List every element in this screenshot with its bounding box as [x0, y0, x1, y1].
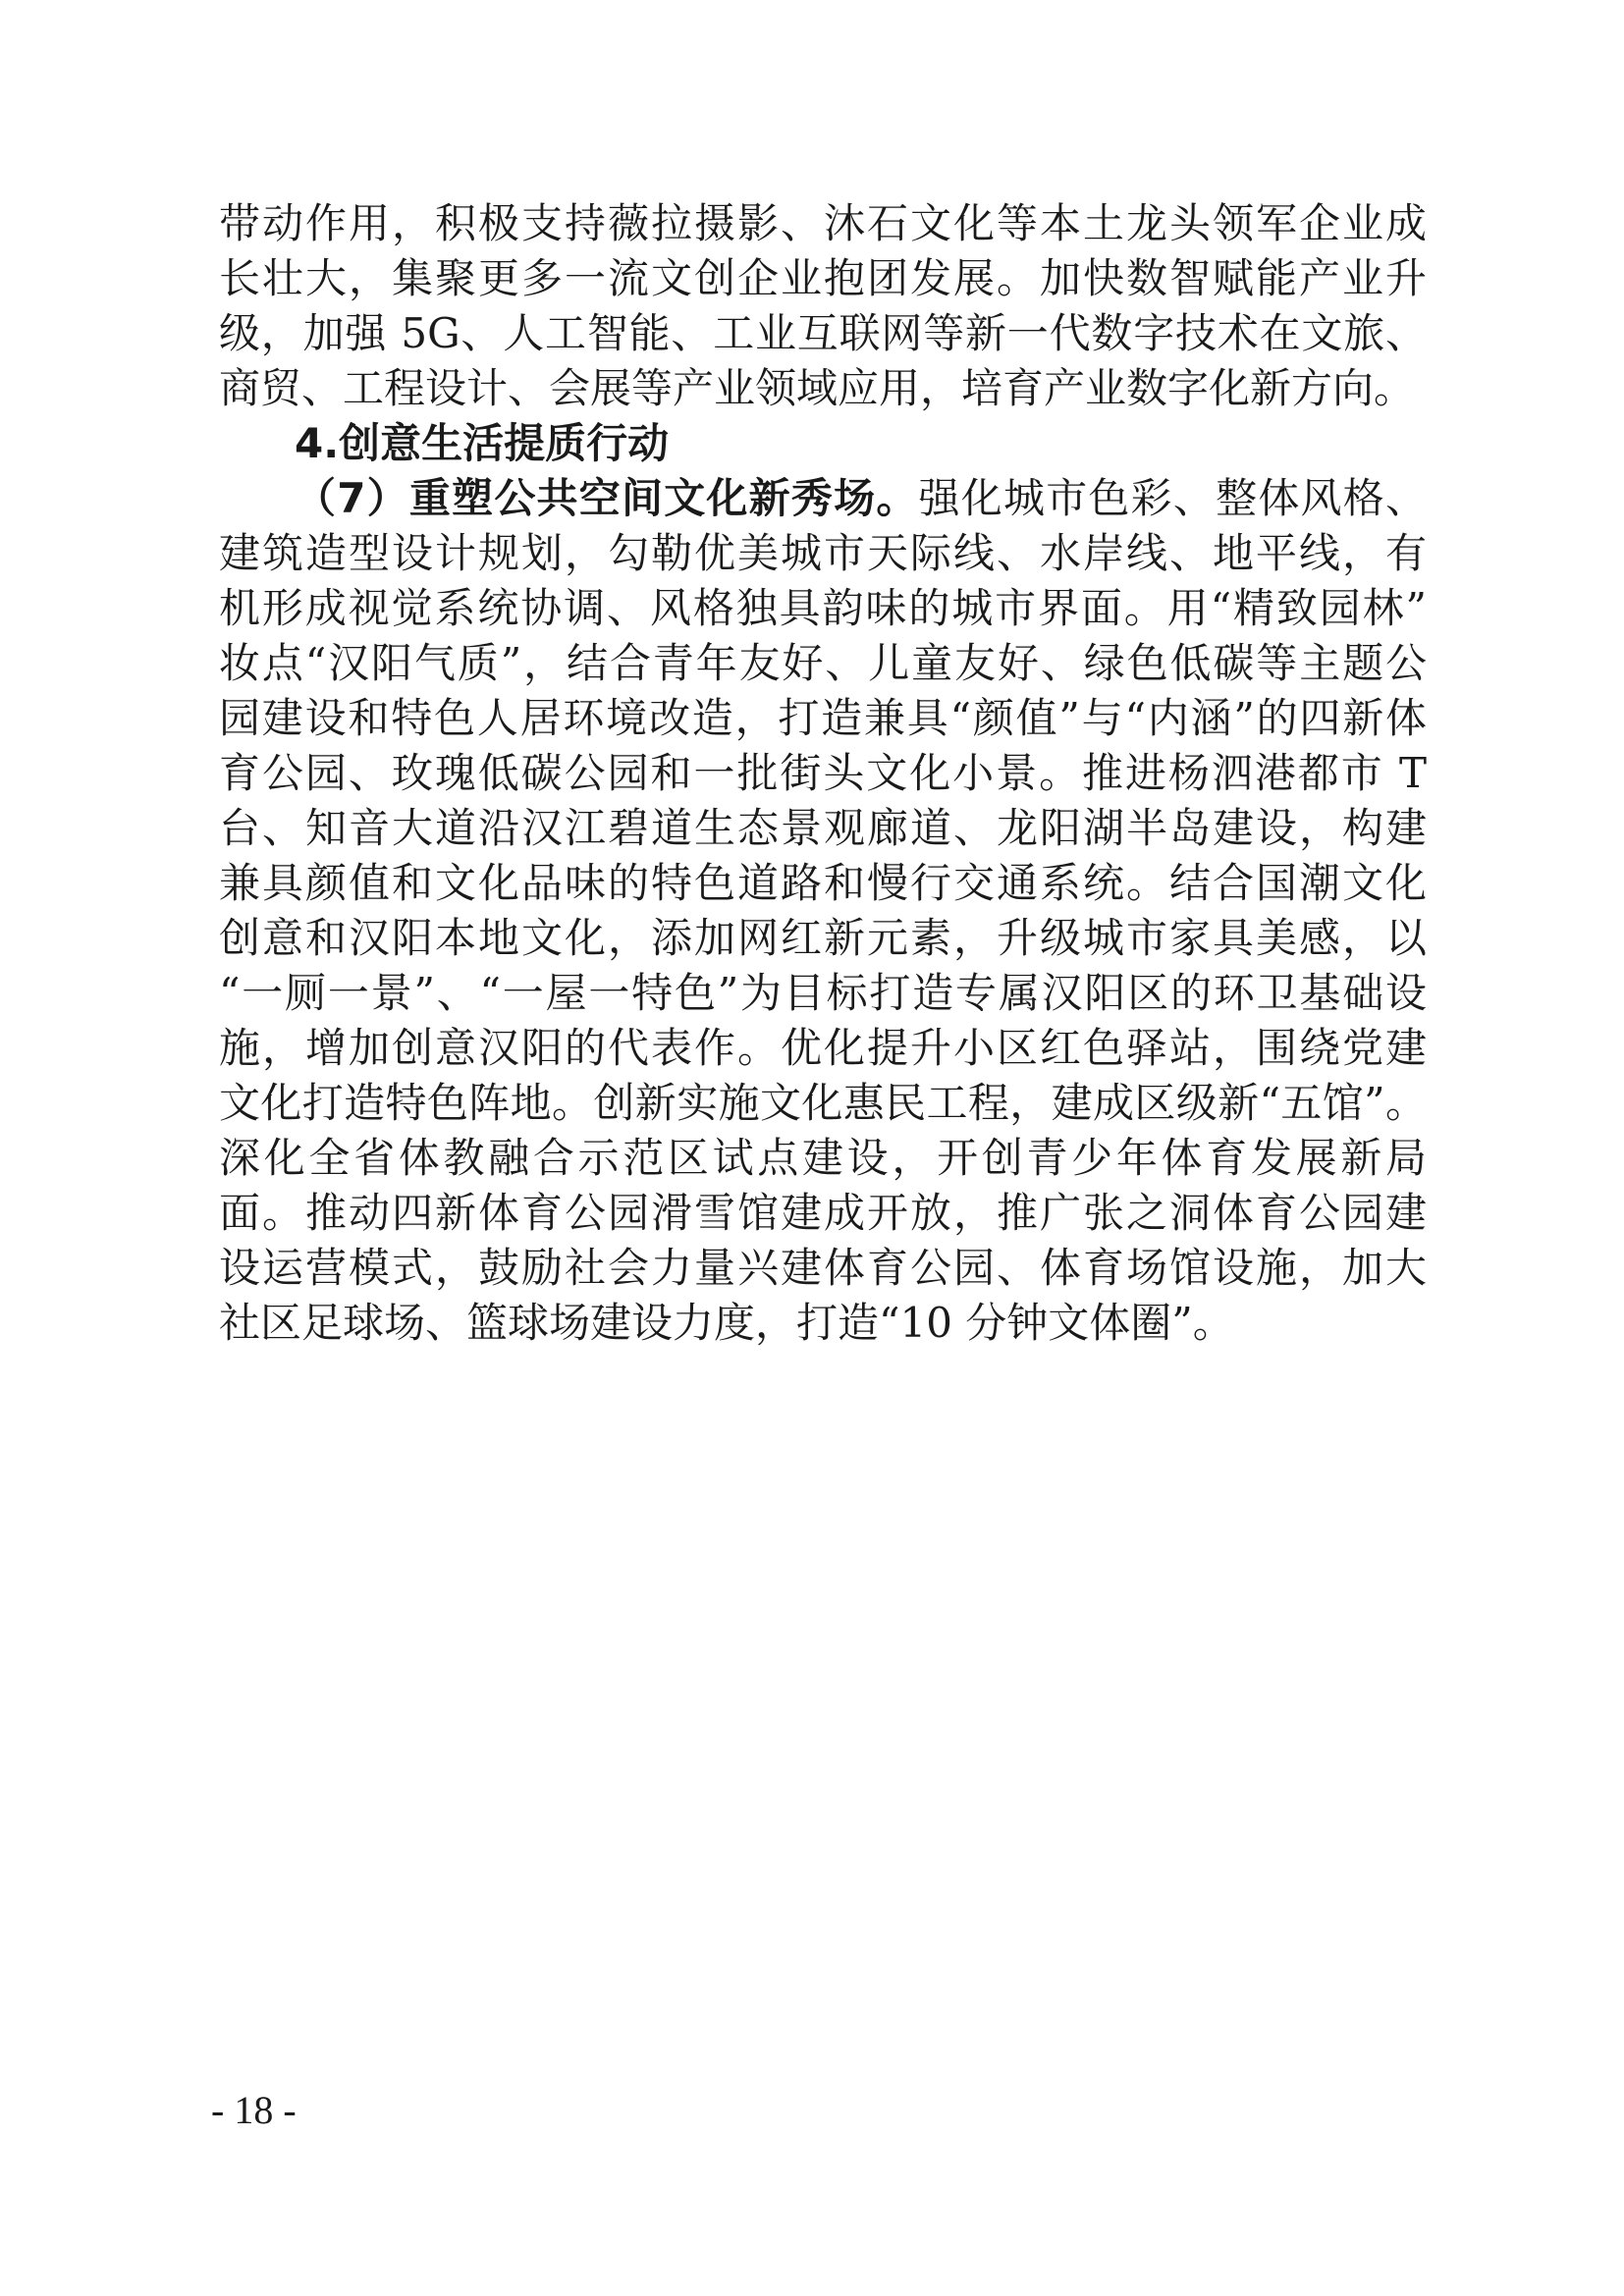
paragraph-line: 设运营模式，鼓励社会力量兴建体育公园、体育场馆设施，加大 — [219, 1244, 1427, 1292]
paragraph-line: 创意和汉阳本地文化，添加网红新元素，升级城市家具美感，以 — [219, 914, 1427, 962]
paragraph-line: “一厕一景”、“一屋一特色”为目标打造专属汉阳区的环卫基础设 — [219, 969, 1427, 1017]
paragraph-line: 建筑造型设计规划，勾勒优美城市天际线、水岸线、地平线，有 — [219, 529, 1427, 577]
subsection-title: （7）重塑公共空间文化新秀场。 — [295, 474, 919, 522]
page-number: - 18 - — [211, 2088, 297, 2132]
paragraph-line: 社区足球场、篮球场建设力度，打造“10 分钟文体圈”。 — [219, 1299, 1234, 1347]
section-heading: 4.创意生活提质行动 — [295, 419, 670, 467]
paragraph-line: 施，增加创意汉阳的代表作。优化提升小区红色驿站，围绕党建 — [219, 1024, 1427, 1072]
paragraph-line: 深化全省体教融合示范区试点建设，开创青少年体育发展新局 — [219, 1134, 1427, 1182]
paragraph-line: 商贸、工程设计、会展等产业领域应用，培育产业数字化新方向。 — [219, 364, 1416, 412]
paragraph-line: 园建设和特色人居环境改造，打造兼具“颜值”与“内涵”的四新体 — [219, 694, 1427, 742]
paragraph-first-line-text: 强化城市色彩、整体风格、 — [918, 474, 1427, 522]
paragraph-line: 台、知音大道沿汉江碧道生态景观廊道、龙阳湖半岛建设，构建 — [219, 804, 1427, 852]
paragraph-line: 妆点“汉阳气质”，结合青年友好、儿童友好、绿色低碳等主题公 — [219, 639, 1427, 687]
paragraph-line: 长壮大，集聚更多一流文创企业抱团发展。加快数智赋能产业升 — [219, 254, 1427, 302]
paragraph-line: 机形成视觉系统协调、风格独具韵味的城市界面。用“精致园林” — [219, 584, 1427, 632]
paragraph-line: 面。推动四新体育公园滑雪馆建成开放，推广张之洞体育公园建 — [219, 1189, 1427, 1237]
paragraph-line: 级，加强 5G、人工智能、工业互联网等新一代数字技术在文旅、 — [219, 309, 1427, 357]
paragraph-line: 文化打造特色阵地。创新实施文化惠民工程，建成区级新“五馆”。 — [219, 1079, 1427, 1127]
paragraph-line: 带动作用，积极支持薇拉摄影、沐石文化等本土龙头领军企业成 — [219, 199, 1427, 247]
paragraph-line: 兼具颜值和文化品味的特色道路和慢行交通系统。结合国潮文化 — [219, 859, 1427, 907]
paragraph-line: 育公园、玫瑰低碳公园和一批街头文化小景。推进杨泗港都市 T — [219, 749, 1427, 797]
paragraph-first-line — [295, 471, 1427, 526]
